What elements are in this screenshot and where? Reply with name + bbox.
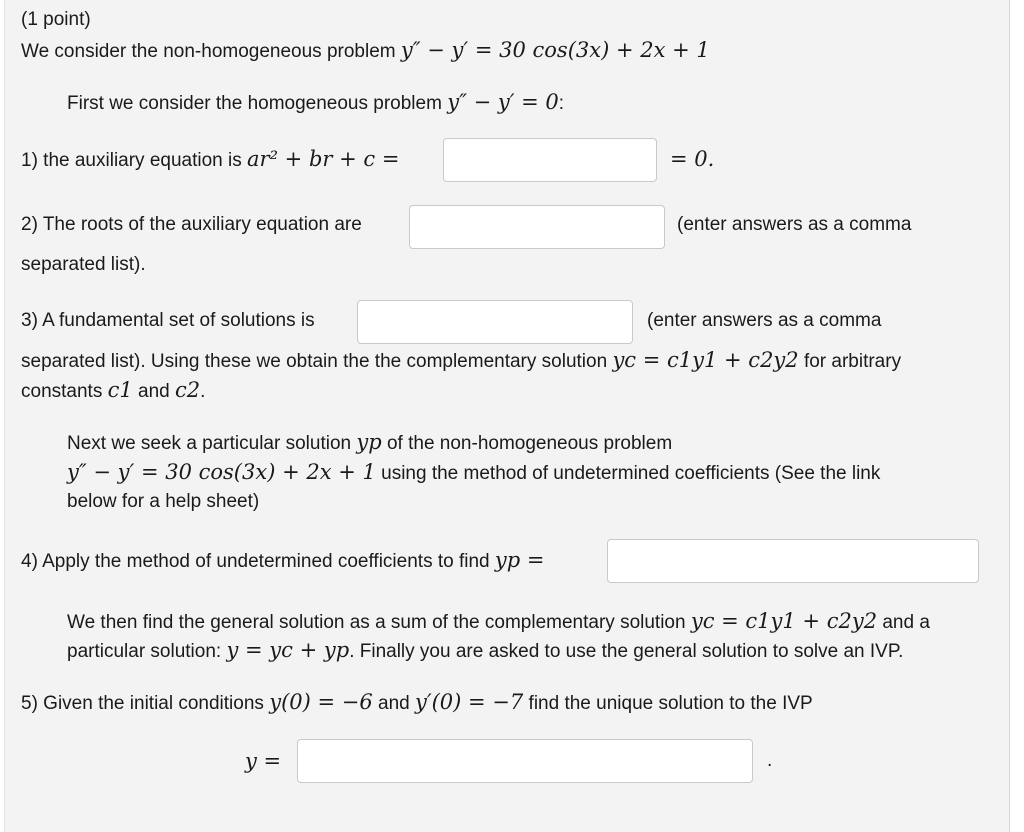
q4-line [21, 548, 544, 574]
q5-line [21, 690, 813, 716]
q3-line3-and: and [138, 381, 170, 402]
q1-expression: ar² + br + c = [247, 147, 400, 171]
q1-prefix: 1) the auxiliary equation is [21, 150, 242, 171]
particular-line1-text: Next we seek a particular solution [67, 433, 352, 454]
general-complementary-formula: yc = c1y1 + c2y2 [690, 609, 878, 633]
homogeneous-equation: y″ − y′ = 0 [447, 90, 559, 114]
q3-line2 [21, 348, 901, 374]
intro-text: We consider the non-homogeneous problem [21, 41, 396, 62]
q3-line2-end: for arbitrary [803, 351, 902, 372]
roots-input[interactable] [409, 205, 665, 249]
particular-line3: below for a help sheet) [67, 491, 260, 512]
particular-equation: y″ − y′ = 30 cos(3x) + 2x + 1 [67, 460, 376, 484]
q2-continuation: separated list). [21, 254, 146, 275]
ivp-solution-input[interactable] [297, 739, 753, 783]
constant-c2: c2 [175, 378, 201, 402]
general-line1-end: and a [882, 612, 930, 633]
intro-line [21, 38, 710, 64]
complementary-solution-formula: yc = c1y1 + c2y2 [612, 348, 799, 372]
fundamental-set-input[interactable] [357, 300, 633, 344]
general-solution-formula: y = yc + yp [226, 638, 350, 662]
intro-equation: y″ − y′ = 30 cos(3x) + 2x + 1 [400, 38, 710, 62]
homogeneous-text: First we consider the homogeneous problem [67, 93, 442, 114]
particular-yp: yp [356, 430, 382, 454]
ivp-y-label: y = [245, 749, 282, 773]
problem-panel [4, 0, 1010, 832]
q3-note: (enter answers as a comma [647, 310, 882, 331]
general-line1 [67, 609, 930, 635]
general-line2-text: particular solution: [67, 641, 222, 662]
general-line2 [67, 638, 903, 664]
q5-prefix: 5) Given the initial conditions [21, 693, 264, 714]
q3-line3 [21, 378, 205, 404]
ivp-period: . [767, 750, 773, 771]
q5-end: find the unique solution to the IVP [528, 693, 813, 714]
initial-condition-y: y(0) = −6 [269, 690, 373, 714]
general-line2-end: . Finally you are asked to use the general solution to solve an IVP. [349, 641, 904, 662]
q4-prefix: 4) Apply the method of undetermined coefficients to find [21, 551, 490, 572]
constant-c1: c1 [107, 378, 133, 402]
q2-prefix: 2) The roots of the auxiliary equation are [21, 214, 362, 235]
homogeneous-line [67, 90, 564, 116]
q5-and: and [378, 693, 410, 714]
auxiliary-equation-input[interactable] [443, 138, 657, 182]
homogeneous-suffix: : [558, 93, 565, 114]
q3-line2-text: separated list). Using these we obtain the the complementary solution [21, 351, 608, 372]
q4-yp: yp = [494, 548, 545, 572]
points-label: (1 point) [21, 9, 91, 30]
particular-line1-end: of the non-homogeneous problem [386, 433, 673, 454]
initial-condition-yprime: y′(0) = −7 [414, 690, 524, 714]
q3-line3-end: . [200, 381, 206, 402]
particular-solution-input[interactable] [607, 539, 979, 583]
q1-line [21, 147, 399, 173]
particular-line1 [67, 430, 672, 456]
particular-line2 [67, 460, 880, 486]
q2-note: (enter answers as a comma [677, 214, 912, 235]
q3-line3-text: constants [21, 381, 103, 402]
general-line1-text: We then find the general solution as a sum of the complementary solution [67, 612, 686, 633]
particular-line2-text: using the method of undetermined coefficients (See the link [381, 463, 881, 484]
q3-prefix: 3) A fundamental set of solutions is [21, 310, 315, 331]
q1-suffix: = 0. [670, 147, 715, 171]
